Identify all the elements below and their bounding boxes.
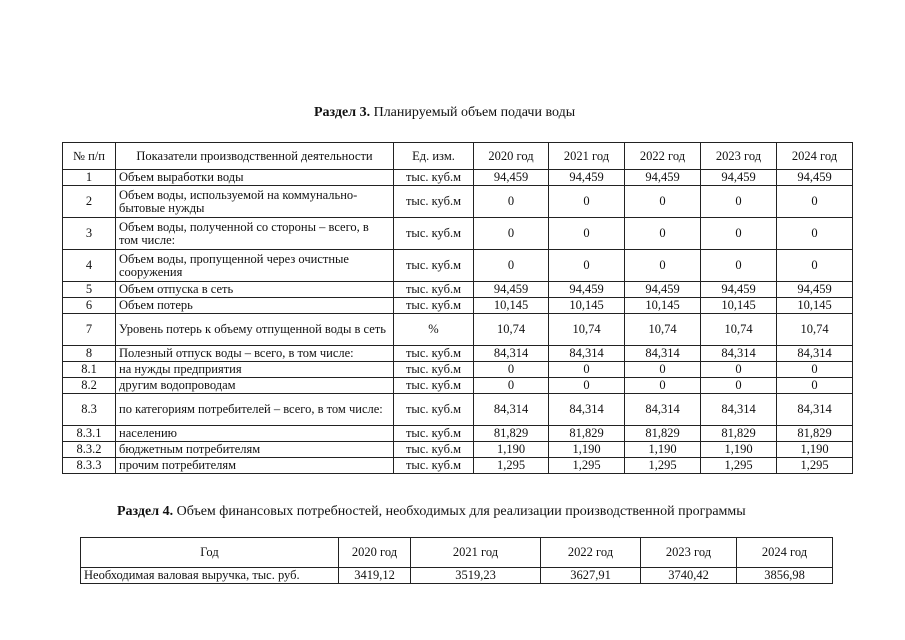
year-value: 0: [777, 378, 853, 394]
section-3-title-text: Планируемый объем подачи воды: [370, 105, 576, 120]
unit: тыс. куб.м: [394, 218, 474, 250]
year-value: 84,314: [701, 394, 777, 426]
year-value: 94,459: [701, 282, 777, 298]
year-value: 10,145: [777, 298, 853, 314]
year-value: 94,459: [474, 170, 549, 186]
year-value: 10,145: [701, 298, 777, 314]
indicator-name: населению: [116, 426, 394, 442]
table-row: [63, 186, 853, 218]
year-value: 10,74: [701, 314, 777, 346]
year-value: 84,314: [549, 346, 625, 362]
unit: тыс. куб.м: [394, 458, 474, 474]
year-value: 1,295: [777, 458, 853, 474]
year-value: 0: [625, 250, 701, 282]
year-value: 84,314: [625, 346, 701, 362]
unit: тыс. куб.м: [394, 250, 474, 282]
financial-needs-table: [80, 537, 833, 584]
unit: тыс. куб.м: [394, 442, 474, 458]
row-number: 6: [63, 298, 116, 314]
unit: тыс. куб.м: [394, 394, 474, 426]
row-number: 8.3.2: [63, 442, 116, 458]
header-cell: 2023 год: [641, 538, 737, 568]
table-row: [63, 346, 853, 362]
year-value: 3419,12: [339, 568, 411, 584]
indicator-name: Объем отпуска в сеть: [116, 282, 394, 298]
year-value: 1,190: [549, 442, 625, 458]
year-value: 84,314: [474, 346, 549, 362]
unit: тыс. куб.м: [394, 426, 474, 442]
header-cell: Год: [81, 538, 339, 568]
year-value: 10,74: [777, 314, 853, 346]
row-number: 8: [63, 346, 116, 362]
unit: тыс. куб.м: [394, 298, 474, 314]
year-value: 84,314: [474, 394, 549, 426]
row-number: 3: [63, 218, 116, 250]
table-row: [63, 394, 853, 426]
year-value: 0: [777, 186, 853, 218]
table-row: [63, 378, 853, 394]
year-value: 81,829: [474, 426, 549, 442]
table-row: [63, 298, 853, 314]
header-cell: 2021 год: [549, 143, 625, 170]
year-value: 1,190: [474, 442, 549, 458]
unit: тыс. куб.м: [394, 362, 474, 378]
unit: тыс. куб.м: [394, 378, 474, 394]
year-value: 10,74: [474, 314, 549, 346]
table-row: [81, 568, 833, 584]
year-value: 3856,98: [737, 568, 833, 584]
header-cell: 2024 год: [777, 143, 853, 170]
year-value: 0: [625, 218, 701, 250]
year-value: 0: [701, 378, 777, 394]
year-value: 1,190: [777, 442, 853, 458]
header-cell: Показатели производственной деятельности: [116, 143, 394, 170]
table-row: [63, 458, 853, 474]
unit: тыс. куб.м: [394, 186, 474, 218]
year-value: 0: [701, 250, 777, 282]
year-value: 0: [549, 218, 625, 250]
indicator-name: Объем выработки воды: [116, 170, 394, 186]
year-value: 0: [549, 378, 625, 394]
year-value: 94,459: [625, 282, 701, 298]
indicator-name: Полезный отпуск воды – всего, в том числе:: [116, 346, 394, 362]
section-4-title-bold: Раздел 4.: [117, 504, 174, 519]
year-value: 10,145: [549, 298, 625, 314]
indicator-name: Объем воды, используемой на коммунально-бытовые нужды: [116, 186, 394, 218]
section-4-title-text: Объем финансовых потребностей, необходимых для реализации производственной программы: [173, 504, 746, 519]
year-value: 10,145: [474, 298, 549, 314]
header-cell: 2022 год: [625, 143, 701, 170]
year-value: 94,459: [625, 170, 701, 186]
unit: тыс. куб.м: [394, 282, 474, 298]
year-value: 0: [474, 378, 549, 394]
year-value: 1,295: [625, 458, 701, 474]
header-cell: 2021 год: [411, 538, 541, 568]
year-value: 0: [701, 186, 777, 218]
year-value: 1,190: [625, 442, 701, 458]
table-row: [63, 282, 853, 298]
row-number: 8.3: [63, 394, 116, 426]
row-number: 5: [63, 282, 116, 298]
year-value: 0: [625, 186, 701, 218]
year-value: 94,459: [777, 282, 853, 298]
table-row: [63, 218, 853, 250]
section-3-title: [314, 105, 575, 121]
year-value: 0: [777, 218, 853, 250]
year-value: 3627,91: [541, 568, 641, 584]
header-cell: Ед. изм.: [394, 143, 474, 170]
row-number: 8.1: [63, 362, 116, 378]
year-value: 94,459: [474, 282, 549, 298]
section-3-title-bold: Раздел 3.: [314, 105, 371, 120]
table-row: [63, 170, 853, 186]
indicator-name: прочим потребителям: [116, 458, 394, 474]
year-value: 0: [625, 378, 701, 394]
year-value: 0: [474, 218, 549, 250]
year-value: 10,74: [549, 314, 625, 346]
year-value: 94,459: [777, 170, 853, 186]
year-value: 0: [549, 362, 625, 378]
row-number: 8.3.1: [63, 426, 116, 442]
header-cell: 2023 год: [701, 143, 777, 170]
unit: %: [394, 314, 474, 346]
water-supply-table: [62, 142, 853, 474]
year-value: 1,295: [474, 458, 549, 474]
section-4-title: [117, 504, 746, 520]
year-value: 3740,42: [641, 568, 737, 584]
year-value: 84,314: [701, 346, 777, 362]
header-cell: 2022 год: [541, 538, 641, 568]
year-value: 0: [701, 362, 777, 378]
row-number: 8.3.3: [63, 458, 116, 474]
header-cell: № п/п: [63, 143, 116, 170]
year-value: 84,314: [777, 394, 853, 426]
header-cell: 2020 год: [474, 143, 549, 170]
year-value: 81,829: [625, 426, 701, 442]
row-number: 8.2: [63, 378, 116, 394]
header-cell: 2020 год: [339, 538, 411, 568]
header-cell: 2024 год: [737, 538, 833, 568]
indicator-name: по категориям потребителей – всего, в том числе:: [116, 394, 394, 426]
table-header-row: [81, 538, 833, 568]
indicator-name: бюджетным потребителям: [116, 442, 394, 458]
table-row: [63, 426, 853, 442]
year-value: 81,829: [701, 426, 777, 442]
year-value: 0: [777, 250, 853, 282]
indicator-name: Уровень потерь к объему отпущенной воды в сеть: [116, 314, 394, 346]
indicator-name: Объем воды, пропущенной через очистные сооружения: [116, 250, 394, 282]
table-row: [63, 362, 853, 378]
year-value: 81,829: [549, 426, 625, 442]
year-value: 0: [701, 218, 777, 250]
row-number: 7: [63, 314, 116, 346]
year-value: 84,314: [625, 394, 701, 426]
row-number: 2: [63, 186, 116, 218]
year-value: 0: [777, 362, 853, 378]
year-value: 0: [549, 186, 625, 218]
indicator-name: Объем воды, полученной со стороны – всего, в том числе:: [116, 218, 394, 250]
indicator-name: на нужды предприятия: [116, 362, 394, 378]
year-value: 84,314: [549, 394, 625, 426]
year-value: 0: [474, 362, 549, 378]
year-value: 94,459: [549, 170, 625, 186]
row-label: Необходимая валовая выручка, тыс. руб.: [81, 568, 339, 584]
year-value: 84,314: [777, 346, 853, 362]
year-value: 0: [474, 186, 549, 218]
indicator-name: Объем потерь: [116, 298, 394, 314]
unit: тыс. куб.м: [394, 346, 474, 362]
year-value: 81,829: [777, 426, 853, 442]
year-value: 0: [549, 250, 625, 282]
unit: тыс. куб.м: [394, 170, 474, 186]
year-value: 0: [474, 250, 549, 282]
table-row: [63, 442, 853, 458]
year-value: 94,459: [701, 170, 777, 186]
year-value: 3519,23: [411, 568, 541, 584]
year-value: 1,295: [701, 458, 777, 474]
row-number: 4: [63, 250, 116, 282]
year-value: 10,145: [625, 298, 701, 314]
table-row: [63, 314, 853, 346]
indicator-name: другим водопроводам: [116, 378, 394, 394]
table-row: [63, 250, 853, 282]
row-number: 1: [63, 170, 116, 186]
year-value: 1,295: [549, 458, 625, 474]
year-value: 0: [625, 362, 701, 378]
year-value: 1,190: [701, 442, 777, 458]
year-value: 10,74: [625, 314, 701, 346]
year-value: 94,459: [549, 282, 625, 298]
table-header-row: [63, 143, 853, 170]
